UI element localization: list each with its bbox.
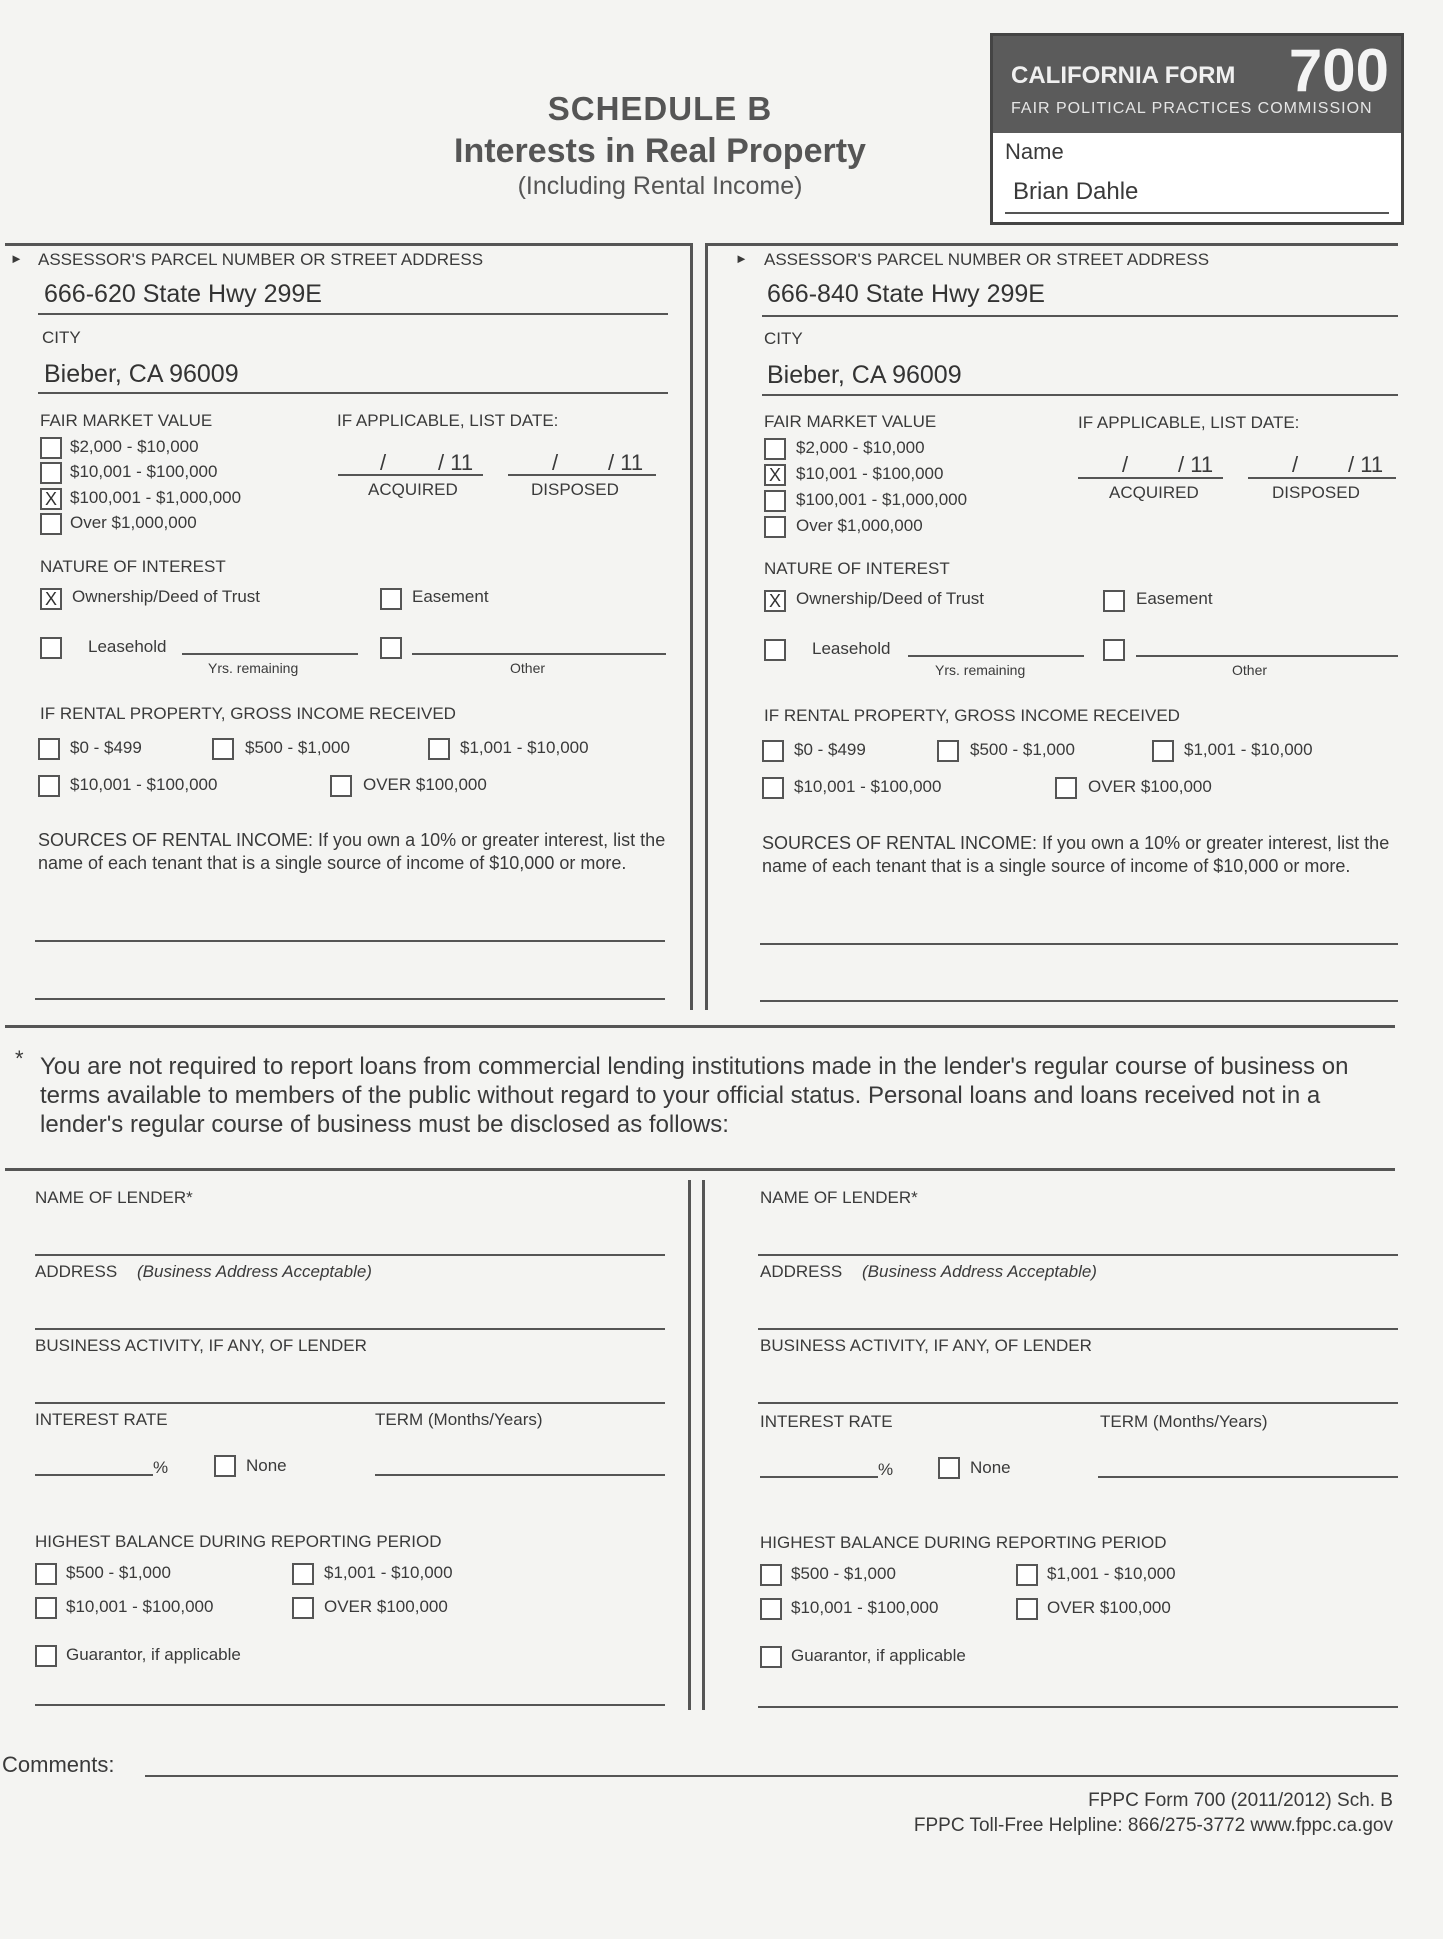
fmv-checkbox-3[interactable] <box>764 490 786 512</box>
leasehold-label: Leasehold <box>812 639 891 658</box>
none-label: None <box>970 1458 1011 1477</box>
balance-checkbox-4[interactable] <box>1016 1598 1038 1620</box>
disposed-date-year: / 11 <box>1348 452 1384 477</box>
balance-option-label: OVER $100,000 <box>1047 1598 1171 1617</box>
interest-rate-label: INTEREST RATE <box>760 1412 893 1431</box>
fmv-checkbox-1[interactable] <box>40 437 62 459</box>
balance-checkbox-4[interactable] <box>292 1597 314 1619</box>
tenant-field-2[interactable] <box>760 1000 1398 1002</box>
balance-option-label: $10,001 - $100,000 <box>791 1598 939 1617</box>
acquired-label: ACQUIRED <box>1109 483 1199 502</box>
ownership-checkbox[interactable]: X <box>40 588 62 610</box>
balance-checkbox-3[interactable] <box>35 1597 57 1619</box>
helpline: FPPC Toll-Free Helpline: 866/275-3772 www.fppc.ca.gov <box>913 1815 1393 1836</box>
ownership-label: Ownership/Deed of Trust <box>72 587 261 606</box>
address-label: ADDRESS <box>760 1262 843 1281</box>
rental-checkbox-5[interactable] <box>330 775 352 797</box>
fmv-option-label: $2,000 - $10,000 <box>70 437 199 456</box>
rental-checkbox-2[interactable] <box>937 740 959 762</box>
balance-checkbox-2[interactable] <box>292 1563 314 1585</box>
rental-label: IF RENTAL PROPERTY, GROSS INCOME RECEIVED <box>40 704 456 723</box>
form-number: 700 <box>1288 37 1389 104</box>
none-checkbox[interactable] <box>214 1455 236 1477</box>
divider <box>5 1168 1395 1171</box>
rental-option-label: $500 - $1,000 <box>970 740 1075 759</box>
tenant-field-1[interactable] <box>760 943 1398 945</box>
divider <box>708 243 1398 246</box>
address-field[interactable] <box>35 1328 665 1330</box>
percent-sign: % <box>878 1460 894 1479</box>
date-separator: / <box>1292 452 1299 477</box>
city-label: CITY <box>764 329 803 348</box>
acquired-label: ACQUIRED <box>368 480 458 499</box>
column-divider <box>690 243 693 1010</box>
balance-checkbox-2[interactable] <box>1016 1564 1038 1586</box>
balance-checkbox-1[interactable] <box>760 1564 782 1586</box>
tenant-field-2[interactable] <box>35 998 665 1000</box>
fmv-label: FAIR MARKET VALUE <box>40 411 213 430</box>
name-label: Name <box>1005 139 1064 164</box>
fmv-option-label: Over $1,000,000 <box>70 513 197 532</box>
schedule-label: SCHEDULE B <box>547 90 773 127</box>
leasehold-label: Leasehold <box>88 637 167 656</box>
guarantor-checkbox[interactable] <box>760 1646 782 1668</box>
city-field[interactable]: Bieber, CA 96009 <box>767 361 962 389</box>
rental-option-label: $0 - $499 <box>794 740 866 759</box>
fmv-checkbox-4[interactable] <box>40 513 62 535</box>
nature-label: NATURE OF INTEREST <box>764 559 950 578</box>
fmv-option-label: $10,001 - $100,000 <box>796 464 944 483</box>
date-separator: / <box>1122 452 1129 477</box>
address-label: ADDRESS <box>35 1262 118 1281</box>
rental-checkbox-3[interactable] <box>428 738 450 760</box>
date-separator: / <box>380 450 387 475</box>
rental-option-label: $10,001 - $100,000 <box>794 777 942 796</box>
yrs-remaining-label: Yrs. remaining <box>935 662 1026 678</box>
easement-label: Easement <box>412 587 489 606</box>
form-id-box <box>990 33 1404 225</box>
asterisk: * <box>15 1046 24 1071</box>
rental-option-label: $10,001 - $100,000 <box>70 775 218 794</box>
other-field[interactable] <box>1136 655 1398 657</box>
balance-option-label: OVER $100,000 <box>324 1597 448 1616</box>
address-field[interactable] <box>758 1328 1398 1330</box>
disposed-date-year: / 11 <box>608 450 644 475</box>
list-date-label: IF APPLICABLE, LIST DATE: <box>1078 413 1300 432</box>
fmv-option-label: $10,001 - $100,000 <box>70 462 218 481</box>
lender-name-label: NAME OF LENDER* <box>760 1188 918 1207</box>
arrow-icon: ► <box>735 251 748 266</box>
field-underline <box>38 392 668 394</box>
acquired-date-year: / 11 <box>438 450 474 475</box>
business-activity-label: BUSINESS ACTIVITY, IF ANY, OF LENDER <box>35 1336 367 1355</box>
name-underline <box>1005 212 1389 214</box>
ownership-checkbox[interactable]: X <box>764 590 786 612</box>
guarantor-field[interactable] <box>758 1706 1398 1708</box>
fmv-option-label: $100,001 - $1,000,000 <box>796 490 968 509</box>
loan-disclosure-note: You are not required to report loans from commercial lending institutions made in the lender's regular course of business on terms available to members of the public without regard to your official status. Personal loans and loans received not in a lender's regular course of business must be disclosed as follows: <box>40 1053 1349 1138</box>
guarantor-label: Guarantor, if applicable <box>66 1645 241 1664</box>
rental-checkbox-5[interactable] <box>1055 777 1077 799</box>
arrow-icon: ► <box>10 251 23 266</box>
field-underline <box>762 394 1398 396</box>
tenant-field-1[interactable] <box>35 940 665 942</box>
date-separator: / <box>552 450 559 475</box>
years-remaining-field[interactable] <box>908 655 1084 657</box>
years-remaining-field[interactable] <box>182 653 358 655</box>
commission-label: FAIR POLITICAL PRACTICES COMMISSION <box>1011 100 1373 117</box>
fmv-checkbox-4[interactable] <box>764 516 786 538</box>
term-field[interactable] <box>375 1474 665 1476</box>
city-label: CITY <box>42 328 81 347</box>
field-underline <box>38 313 668 315</box>
other-field[interactable] <box>412 653 666 655</box>
lender-name-label: NAME OF LENDER* <box>35 1188 193 1207</box>
comments-label: Comments: <box>2 1752 115 1777</box>
none-label: None <box>246 1456 287 1475</box>
term-label: TERM (Months/Years) <box>1100 1412 1268 1431</box>
parcel-field[interactable]: 666-840 State Hwy 299E <box>767 280 1045 308</box>
parcel-label: ASSESSOR'S PARCEL NUMBER OR STREET ADDRESS <box>764 250 1210 269</box>
comments-field[interactable] <box>145 1775 1398 1777</box>
other-label: Other <box>510 660 546 676</box>
fmv-checkbox-2[interactable]: X <box>764 464 786 486</box>
interest-rate-label: INTEREST RATE <box>35 1410 168 1429</box>
ownership-label: Ownership/Deed of Trust <box>796 589 985 608</box>
interest-rate-field[interactable] <box>760 1476 878 1478</box>
parcel-label: ASSESSOR'S PARCEL NUMBER OR STREET ADDRESS <box>38 250 484 269</box>
balance-checkbox-1[interactable] <box>35 1563 57 1585</box>
rental-option-label: $1,001 - $10,000 <box>1184 740 1313 759</box>
city-field[interactable]: Bieber, CA 96009 <box>44 360 239 388</box>
divider <box>5 243 693 246</box>
balance-option-label: $1,001 - $10,000 <box>1047 1564 1176 1583</box>
name-field[interactable]: Brian Dahle <box>1013 178 1139 205</box>
guarantor-checkbox[interactable] <box>35 1645 57 1667</box>
balance-option-label: $1,001 - $10,000 <box>324 1563 453 1582</box>
highest-balance-label: HIGHEST BALANCE DURING REPORTING PERIOD <box>760 1533 1167 1552</box>
address-note: (Business Address Acceptable) <box>862 1262 1097 1281</box>
business-activity-label: BUSINESS ACTIVITY, IF ANY, OF LENDER <box>760 1336 1092 1355</box>
form-id-banner <box>993 36 1401 133</box>
rental-checkbox-4[interactable] <box>38 775 60 797</box>
balance-option-label: $500 - $1,000 <box>791 1564 896 1583</box>
sources-instructions: SOURCES OF RENTAL INCOME: If you own a 10% or greater interest, list the name of each tenant that is a single source of income of $10,000 or more. <box>762 833 1390 876</box>
rental-option-label: $0 - $499 <box>70 738 142 757</box>
business-activity-field[interactable] <box>35 1402 665 1404</box>
balance-checkbox-3[interactable] <box>760 1598 782 1620</box>
rental-checkbox-1[interactable] <box>762 740 784 762</box>
form-label: CALIFORNIA FORM <box>1011 62 1236 89</box>
rental-label: IF RENTAL PROPERTY, GROSS INCOME RECEIVED <box>764 706 1180 725</box>
balance-option-label: $500 - $1,000 <box>66 1563 171 1582</box>
easement-checkbox[interactable] <box>1103 590 1125 612</box>
disposed-label: DISPOSED <box>1272 483 1360 502</box>
guarantor-field[interactable] <box>35 1704 665 1706</box>
interest-rate-field[interactable] <box>35 1474 153 1476</box>
easement-checkbox[interactable] <box>380 588 402 610</box>
easement-label: Easement <box>1136 589 1213 608</box>
parcel-field[interactable]: 666-620 State Hwy 299E <box>44 280 322 308</box>
yrs-remaining-label: Yrs. remaining <box>208 660 299 676</box>
other-checkbox[interactable] <box>380 637 402 659</box>
sources-instructions: SOURCES OF RENTAL INCOME: If you own a 10% or greater interest, list the name of each tenant that is a single source of income of $10,000 or more. <box>38 830 666 873</box>
leasehold-checkbox[interactable] <box>40 637 62 659</box>
divider <box>5 1025 1395 1028</box>
rental-option-label: OVER $100,000 <box>363 775 487 794</box>
highest-balance-label: HIGHEST BALANCE DURING REPORTING PERIOD <box>35 1532 442 1551</box>
rental-checkbox-3[interactable] <box>1152 740 1174 762</box>
fmv-label: FAIR MARKET VALUE <box>764 412 937 431</box>
fmv-option-label: $100,001 - $1,000,000 <box>70 488 242 507</box>
other-checkbox[interactable] <box>1103 639 1125 661</box>
fmv-checkbox-2[interactable] <box>40 462 62 484</box>
disposed-label: DISPOSED <box>531 480 619 499</box>
none-checkbox[interactable] <box>938 1457 960 1479</box>
rental-option-label: OVER $100,000 <box>1088 777 1212 796</box>
fmv-checkbox-1[interactable] <box>764 438 786 460</box>
column-divider <box>705 243 708 1010</box>
fmv-option-label: $2,000 - $10,000 <box>796 438 925 457</box>
balance-option-label: $10,001 - $100,000 <box>66 1597 214 1616</box>
term-label: TERM (Months/Years) <box>375 1410 543 1429</box>
guarantor-label: Guarantor, if applicable <box>791 1646 966 1665</box>
leasehold-checkbox[interactable] <box>764 639 786 661</box>
fmv-option-label: Over $1,000,000 <box>796 516 923 535</box>
field-underline <box>762 315 1398 317</box>
rental-option-label: $500 - $1,000 <box>245 738 350 757</box>
form-reference: FPPC Form 700 (2011/2012) Sch. B <box>1088 1790 1393 1811</box>
percent-sign: % <box>153 1458 169 1477</box>
fmv-checkbox-3[interactable]: X <box>40 488 62 510</box>
list-date-label: IF APPLICABLE, LIST DATE: <box>337 411 559 430</box>
address-note: (Business Address Acceptable) <box>137 1262 372 1281</box>
page-subtitle: (Including Rental Income) <box>517 172 803 200</box>
term-field[interactable] <box>1098 1476 1398 1478</box>
business-activity-field[interactable] <box>758 1402 1398 1404</box>
lender-name-field[interactable] <box>35 1254 665 1256</box>
rental-option-label: $1,001 - $10,000 <box>460 738 589 757</box>
rental-checkbox-2[interactable] <box>212 738 234 760</box>
rental-checkbox-1[interactable] <box>38 738 60 760</box>
page-title: Interests in Real Property <box>454 132 866 170</box>
lender-name-field[interactable] <box>758 1254 1398 1256</box>
column-divider <box>702 1180 705 1710</box>
column-divider <box>688 1180 691 1710</box>
acquired-date-year: / 11 <box>1178 452 1214 477</box>
nature-label: NATURE OF INTEREST <box>40 557 226 576</box>
other-label: Other <box>1232 662 1268 678</box>
rental-checkbox-4[interactable] <box>762 777 784 799</box>
